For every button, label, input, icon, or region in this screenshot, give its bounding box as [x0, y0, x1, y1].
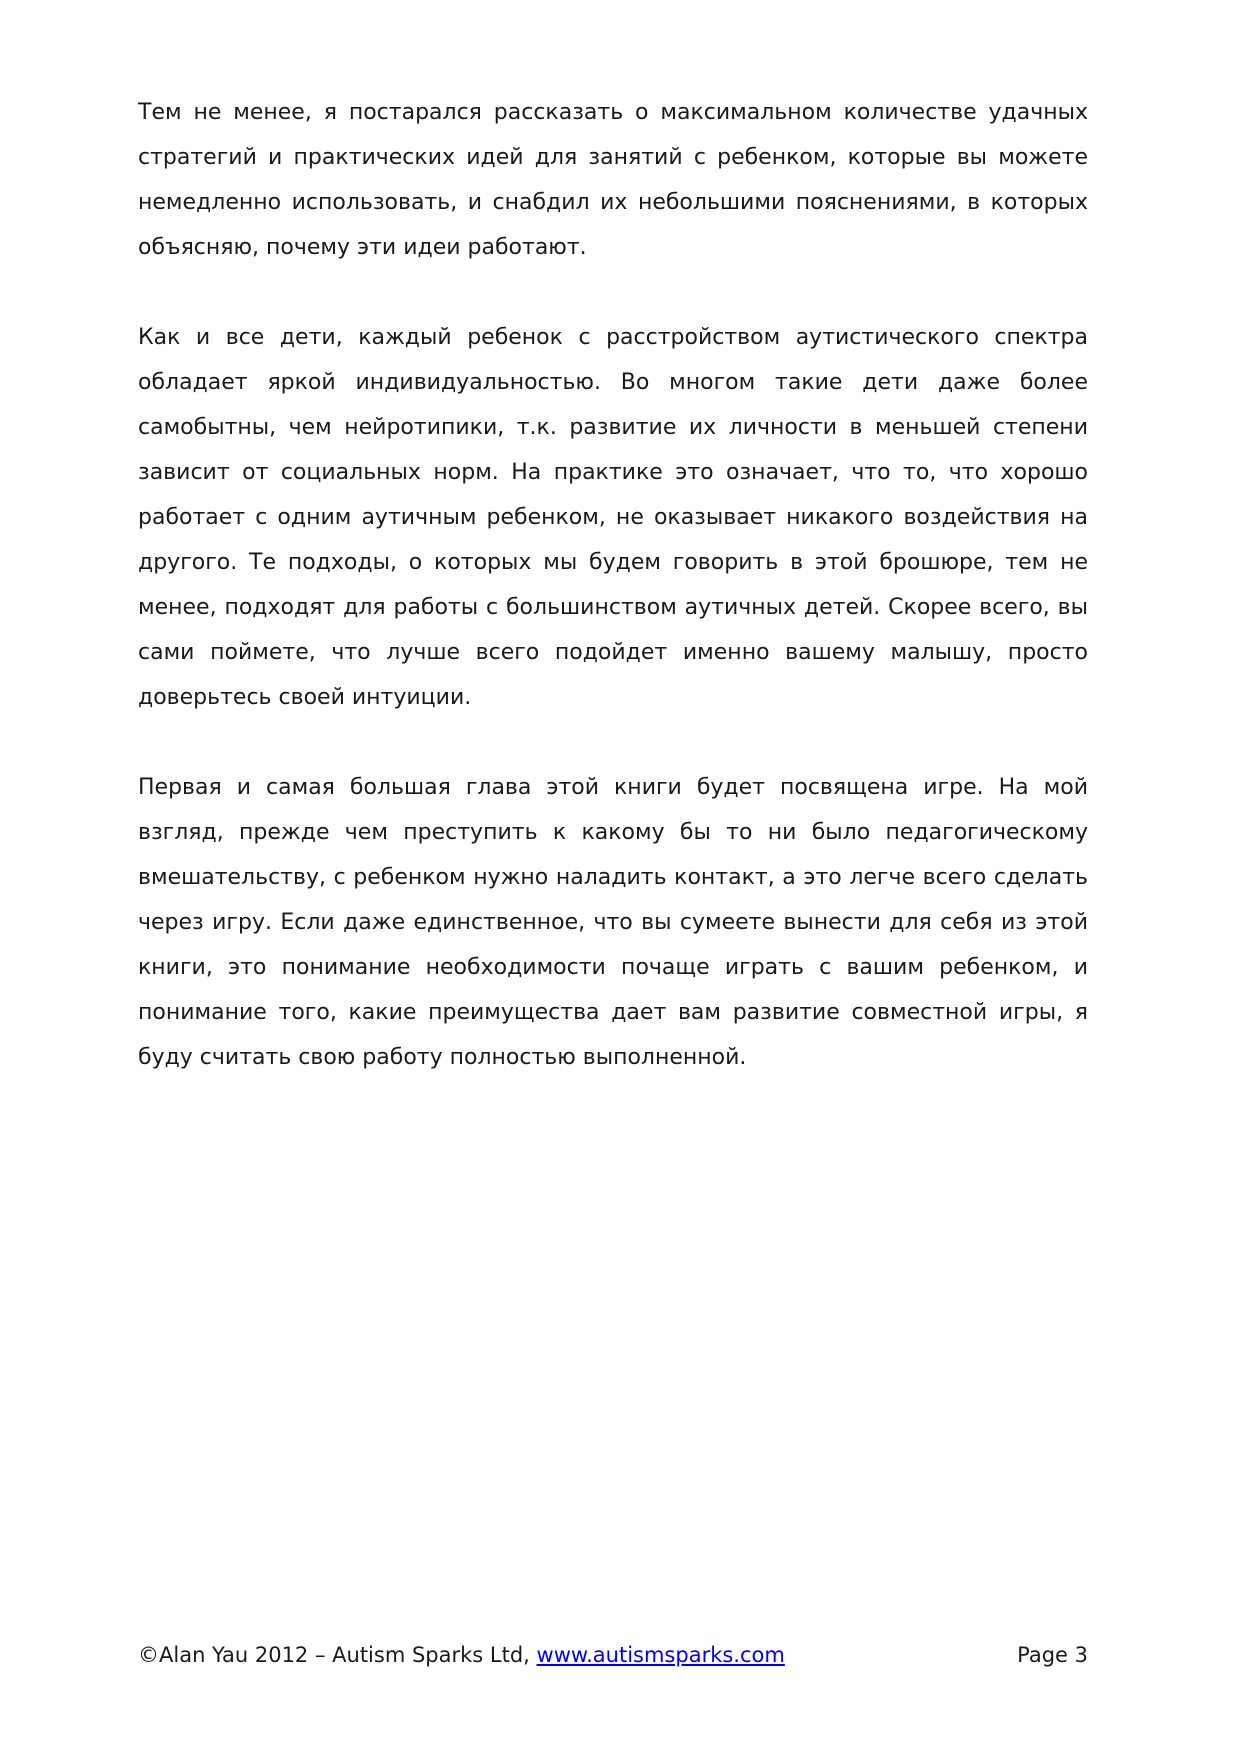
footer-copyright	[138, 1638, 785, 1672]
page-number: Page 3	[1017, 1643, 1088, 1667]
website-link[interactable]: www.autismsparks.com	[536, 1643, 785, 1667]
paragraph: Тем не менее, я постарался рассказать о максимальном количестве удачных стратегий и практических идей для занятий с ребенком, которые вы можете немедленно использовать, и снабдил их небольшими пояснениями, в которых объясняю, почему эти идеи работают.	[138, 100, 1088, 260]
paragraph: Как и все дети, каждый ребенок с расстройством аутистического спектра обладает яркой индивидуальностью. Во многом такие дети даже более самобытны, чем нейротипики, т.к. развитие их личности в меньшей степени зависит от социальных норм. На практике это означает, что то, что хорошо работает с одним аутичным ребенком, не оказывает никакого воздействия на другого. Те подходы, о которых мы будем говорить в этой брошюре, тем не менее, подходят для работы с большинством аутичных детей. Скорее всего, вы сами поймете, что лучше всего подойдет именно вашему малышу, просто доверьтесь своей интуиции.	[138, 325, 1088, 710]
page-footer	[138, 1638, 1088, 1672]
paragraph: Первая и самая большая глава этой книги будет посвящена игре. На мой взгляд, прежде чем преступить к какому бы то ни было педагогическому вмешательству, с ребенком нужно наладить контакт, а это легче всего сделать через игру. Если даже единственное, что вы сумеете вынести для себя из этой книги, это понимание необходимости почаще играть с вашим ребенком, и понимание того, какие преимущества дает вам развитие совместной игры, я буду считать свою работу полностью выполненной.	[138, 775, 1088, 1070]
copyright-text: ©Alan Yau 2012 – Autism Sparks Ltd,	[138, 1643, 537, 1667]
document-body	[138, 90, 1088, 1125]
